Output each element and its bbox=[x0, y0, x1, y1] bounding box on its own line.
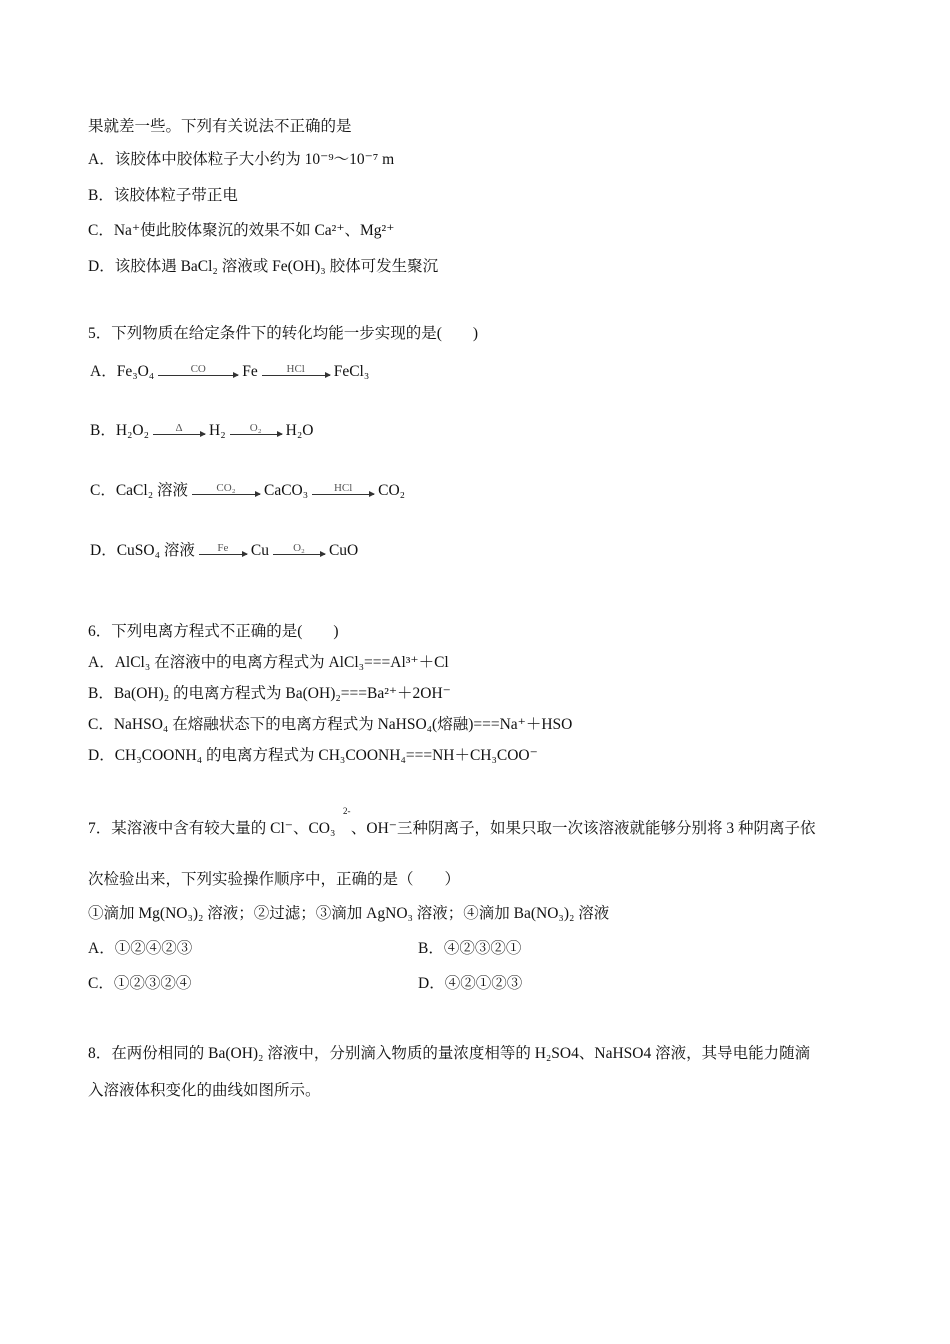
formula: D．CuSO₄ 溶液 bbox=[90, 542, 195, 559]
arrow-condition: HCl bbox=[333, 482, 353, 494]
q5-option-a bbox=[88, 362, 371, 382]
reaction-arrow-icon bbox=[312, 483, 374, 495]
formula: CuO bbox=[328, 542, 359, 559]
reaction-arrow-icon bbox=[192, 483, 260, 495]
q4-option-c: C．Na⁺使此胶体聚沉的效果不如 Ca²⁺、Mg²⁺ bbox=[88, 222, 395, 239]
q6-option-d: D．CH₃COONH₄ 的电离方程式为 CH₃COONH₄===NH＋CH₃COO⁻ bbox=[88, 747, 538, 764]
reaction-arrow-icon bbox=[230, 423, 282, 435]
arrow-condition: Fe bbox=[217, 542, 229, 554]
arrow-shaft bbox=[262, 375, 330, 376]
arrow-shaft bbox=[312, 494, 374, 495]
reaction-arrow-icon bbox=[273, 543, 325, 555]
q8-line2: 入溶液体积变化的曲线如图所示。 bbox=[88, 1082, 321, 1099]
q5-stem: 5．下列物质在给定条件下的转化均能一步实现的是( ) bbox=[88, 325, 479, 342]
arrow-shaft bbox=[153, 434, 205, 435]
q6-option-a: A．AlCl₃ 在溶液中的电离方程式为 AlCl₃===Al³⁺＋Cl bbox=[88, 654, 449, 671]
q7-option-c: C．①②③②④ bbox=[88, 975, 192, 992]
q4-option-b: B．该胶体粒子带正电 bbox=[88, 187, 238, 204]
q7-stem-line1: 7．某溶液中含有较大量的 Cl⁻、CO₃ 、OH⁻三种阴离子，如果只取一次该溶液就能够分别将 3 种阴离子依 bbox=[88, 820, 816, 837]
arrow-condition: O₂ bbox=[249, 422, 262, 434]
arrow-condition: O₂ bbox=[293, 542, 305, 554]
q5-option-b bbox=[88, 421, 315, 441]
formula: C．CaCl₂ 溶液 bbox=[90, 482, 188, 499]
reaction-arrow-icon bbox=[199, 543, 247, 555]
formula: FeCl₃ bbox=[333, 363, 370, 380]
q6-stem: 6．下列电离方程式不正确的是( ) bbox=[88, 623, 339, 640]
q4-option-a: A．该胶体中胶体粒子大小约为 10⁻⁹～10⁻⁷ m bbox=[88, 151, 395, 168]
q5-option-d bbox=[88, 541, 360, 561]
q4-option-d: D．该胶体遇 BaCl₂ 溶液或 Fe(OH)₃ 胶体可发生聚沉 bbox=[88, 258, 439, 275]
q7-option-b: B．④②③②① bbox=[418, 940, 522, 957]
q7-steps: ①滴加 Mg(NO₃)₂ 溶液；②过滤；③滴加 AgNO₃ 溶液；④滴加 Ba(NO₃)₂ 溶液 bbox=[88, 905, 610, 922]
formula: H₂ bbox=[209, 422, 226, 439]
q5-option-c bbox=[88, 481, 407, 501]
arrow-shaft bbox=[273, 554, 325, 555]
q6-option-b: B．Ba(OH)₂ 的电离方程式为 Ba(OH)₂===Ba²⁺＋2OH⁻ bbox=[88, 685, 451, 702]
arrow-shaft bbox=[158, 375, 238, 376]
formula: CO₂ bbox=[378, 482, 406, 499]
reaction-arrow-icon bbox=[262, 364, 330, 376]
arrow-shaft bbox=[230, 434, 282, 435]
q6-option-c: C．NaHSO₄ 在熔融状态下的电离方程式为 NaHSO₄(熔融)===Na⁺＋HSO bbox=[88, 716, 573, 733]
q7-stem-line2: 次检验出来，下列实验操作顺序中，正确的是（ ） bbox=[88, 871, 461, 888]
q7-option-a: A．①②④②③ bbox=[88, 940, 193, 957]
formula: Fe bbox=[242, 363, 258, 380]
arrow-shaft bbox=[192, 494, 260, 495]
formula: A．Fe₃O₄ bbox=[90, 363, 155, 380]
co3-charge: 2- bbox=[343, 806, 351, 816]
q7-option-d: D．④②①②③ bbox=[418, 975, 523, 992]
q8-line1: 8．在两份相同的 Ba(OH)₂ 溶液中，分别滴入物质的量浓度相等的 H₂SO4、NaHSO4 溶液，其导电能力随滴 bbox=[88, 1045, 811, 1062]
formula: H₂O bbox=[285, 422, 314, 439]
arrow-shaft bbox=[199, 554, 247, 555]
reaction-arrow-icon bbox=[158, 364, 238, 376]
formula: B．H₂O₂ bbox=[90, 422, 150, 439]
arrow-condition: CO₂ bbox=[216, 482, 236, 494]
arrow-condition: Δ bbox=[175, 422, 183, 434]
arrow-condition: CO bbox=[190, 363, 206, 375]
q4-stem-tail: 果就差一些。下列有关说法不正确的是 bbox=[88, 118, 352, 135]
reaction-arrow-icon bbox=[153, 423, 205, 435]
formula: CaCO₃ bbox=[263, 482, 309, 499]
arrow-condition: HCl bbox=[286, 363, 305, 375]
formula: Cu bbox=[250, 542, 269, 559]
